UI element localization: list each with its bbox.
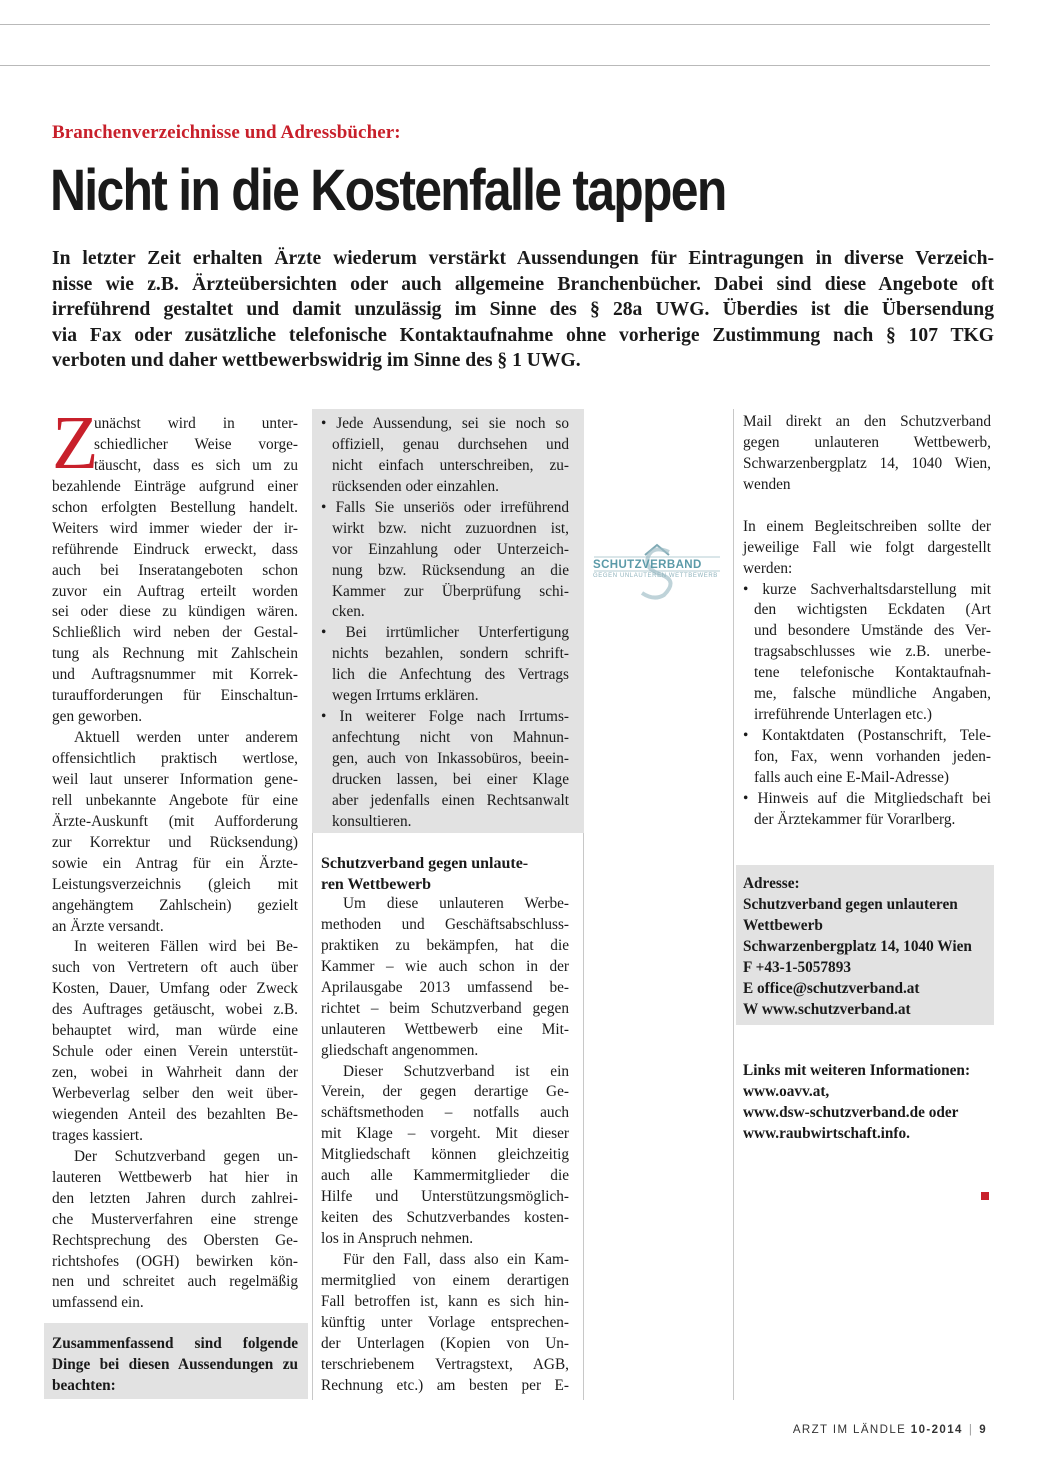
tip-line: nung bzw. Rücksendung an die [332,561,569,579]
tip-line: anfechtung nicht von Mahnun- [332,729,569,747]
tip-line: • In weiterer Folge nach Irrtums- [321,708,569,726]
tip-line: vor Einzahlung oder Unterzeich- [332,540,569,558]
summary-line: Zusammenfassend sind folgende [52,1335,298,1352]
body-line: den wichtigsten Eckdaten (Art [754,601,991,619]
body-line: behauptet wird, man würde eine [52,1022,298,1040]
tip-line: gen, auch von Inkassobüros, beein- [332,750,569,767]
body-line: sowie ein Antrag für ein Ärzte- [52,854,298,872]
body-line: lauteren Wettbewerb hat hier in [52,1168,298,1186]
tip-line: rücksenden oder einzahlen. [332,477,499,495]
top-rule [0,24,990,25]
footer-page-number: 9 [979,1424,987,1436]
body-line: tragsabschlusses wie z.B. unerbe- [754,643,991,661]
body-line: den letzten Jahren durch zahlrei- [52,1189,298,1207]
dropcap-letter: Z [52,401,99,485]
body-line: zen, wobei in Wahrheit dann der [52,1064,298,1082]
body-line: me, falsche mündliche Angaben, [754,685,991,703]
address-line: E office@schutzverband.at [743,980,920,997]
body-line: sei oder diese zu kündigen wären. [52,603,298,621]
body-line: wiegenden Anteil des bezahlten Be- [52,1105,298,1123]
article-kicker: Branchenverzeichnisse und Adressbücher: [52,122,401,143]
body-line: turaufforderungen für Einschaltun- [52,687,298,705]
body-line: Mail direkt an den Schutzverband [743,413,991,430]
body-line: Ärzte-Auskunft (mit Aufforderung [52,812,298,830]
body-line: künftig unter Vorlage entsprechen- [321,1313,569,1331]
body-line: Für den Fall, dass also ein Kam- [343,1250,569,1268]
body-line: In weiteren Fällen wird bei Be- [74,938,298,956]
body-line: jeweilige Fall wie folgt dargestellt [743,538,991,556]
tip-line: konsultieren. [332,812,412,830]
summary-box-text [52,1333,298,1396]
body-line: Rechtsprechung des Obersten Ge- [52,1231,298,1249]
tip-line: Kammer zur Überprüfung schi- [332,582,569,600]
body-line: bezahlende Einträge aufgrund einer [52,477,298,495]
body-line: unlauteren Wettbewerb eine Mit- [321,1020,569,1038]
address-text [743,873,972,1020]
header-rule [0,65,990,66]
body-line: weil laut unserer Information gene- [52,770,298,788]
tip-line: lich die Anfechtung des Vertrags [332,666,569,684]
body-line: rell unbekannte Angebote für eine [52,791,298,809]
article-lead [52,246,994,374]
body-line: angehängtem Zahlschein) gezielt [52,896,298,914]
body-line: wenden [743,475,791,493]
address-line: Schutzverband gegen unlauteren [743,896,958,913]
logo-subline: GEGEN UNLAUTEREN WETTBEWERB [593,573,718,579]
tip-line: nichts bezahlen, sondern schrift- [332,645,569,663]
tip-line: wegen Irrtums erklären. [332,687,479,705]
body-line: schiedlicher Weise vorge- [94,435,298,453]
body-line: Der Schutzverband gegen un- [74,1147,298,1165]
body-line: zuvor ein Auftrag erteilt worden [52,582,298,600]
body-line: gliedschaft angenommen. [321,1041,479,1059]
address-line: Adresse: [743,875,800,892]
address-line: F +43-1-5057893 [743,959,851,976]
subheading-line: Schutzverband gegen unlaute- [321,855,529,872]
tip-line: • Falls Sie unseriös oder irreführend [321,498,569,516]
address-line: W www.schutzverband.at [743,1001,911,1018]
column-divider [583,833,584,1400]
body-line: such von Vertretern oft auch über [52,959,298,977]
body-line: und besondere Umstände des Ver- [754,622,991,640]
footer-issue: 10-2014 [910,1424,963,1436]
lead-line: nisse wie z.B. Ärzteübersichten oder auch allgemeine Branchenbücher. Dabei sind diese Angebote oft [52,273,994,295]
body-line: Aktuell werden unter anderem [74,729,298,747]
column-2-text [321,894,569,1397]
body-line: und Auftragsnummer mit Korrek- [52,666,298,684]
lead-line: via Fax oder zusätzliche telefonische Kontaktaufnahme ohne vorherige Zustimmung nach § 107 TKG [52,324,994,346]
tip-line: • Bei irrtümlicher Unterfertigung [321,624,569,642]
body-line: mit Klage – vorgeht. Mit dieser [321,1125,569,1143]
body-line: richtshofes (OGH) bewirken kön- [52,1252,298,1270]
body-line: täuscht, dass es sich um zu [94,456,298,474]
links-block [743,1060,970,1144]
body-line: nen und schreitet auch regelmäßig [52,1273,298,1291]
body-line: schon erfolgten Bestellung handelt. [52,498,298,516]
tip-line: cken. [332,603,365,621]
lead-line: verboten und daher wettbewerbswidrig im Sinne des § 1 UWG. [52,350,581,372]
body-line: richtet – beim Schutzverband gegen [321,999,569,1017]
address-line: Schwarzenbergplatz 14, 1040 Wien [743,938,972,955]
section-subheading [321,853,528,895]
body-line: Schule oder einen Verein unterstüt- [52,1043,298,1061]
lead-line: In letzter Zeit erhalten Ärzte wiederum verstärkt Aussendungen für Eintragungen in diverse Verzeich- [52,248,994,269]
body-line: Schwarzenbergplatz 14, 1040 Wien, [743,454,991,472]
column-divider [733,409,734,1400]
body-line: tene telefonische Kontaktaufnah- [754,664,991,682]
body-line: Mitgliedschaft können gleichzeitig [321,1146,569,1164]
address-box [736,865,994,1025]
paragraph-gap [743,496,991,517]
body-line: offensichtlich praktisch wertlose, [52,750,298,767]
tip-line: nicht einfach unterschreiben, zu- [332,456,569,474]
body-line: che Musterverfahren eine strenge [52,1210,298,1228]
links-heading: Links mit weiteren Informationen: [743,1062,971,1079]
body-line: tung als Rechnung mit Zahlschein [52,645,298,663]
body-line: Schließlich wird neben der Gestal- [52,624,298,642]
summary-line: beachten: [52,1376,116,1394]
body-line: schäftsmethoden – notfalls auch [321,1104,569,1122]
footer-separator: | [968,1424,974,1436]
tips-list [321,414,569,833]
link-url: www.oavv.at, [743,1083,830,1100]
body-line: zur Korrektur und Rücksendung) [52,833,298,851]
body-line: praktiken zu bekämpfen, hat die [321,936,569,954]
body-line: der Ärztekammer für Vorarlberg. [754,810,956,828]
body-line: an Ärzte versandt. [52,917,164,935]
body-line: Hilfe und Unterstützungsmöglich- [321,1188,569,1206]
article-end-mark [981,1192,989,1200]
body-line: auch alle Kammermitglieder die [321,1167,569,1185]
link-url: www.raubwirtschaft.info. [743,1125,910,1142]
body-line: gen geworben. [52,708,143,726]
logo-wordmark: SCHUTZVERBAND [593,559,702,571]
body-line: • Kontaktdaten (Postanschrift, Tele- [743,727,991,745]
body-line: trages kassiert. [52,1126,143,1144]
tip-line: aber jedenfalls einen Rechtsanwalt [332,791,569,809]
body-line: Aprilausgabe 2013 umfassend be- [321,978,569,996]
body-line: auch bei Inseratangeboten schon [52,561,298,579]
body-line: Rechnung etc.) am besten per E- [321,1376,569,1394]
body-line: irreführende Unterlagen etc.) [754,706,932,724]
page-footer [793,1424,987,1436]
body-line: Um diese unlauteren Werbe- [343,895,569,912]
summary-line: Dinge bei diesen Aussendungen zu [52,1355,298,1373]
body-line: fon, Fax, wenn vorhanden jeden- [754,748,991,765]
article-headline: Nicht in die Kostenfalle tappen [50,158,726,223]
body-line: • kurze Sachverhaltsdarstellung mit [743,580,991,598]
column-3-text [743,412,991,831]
body-line: Kosten, Dauer, Umfang oder Zweck [52,980,298,998]
column-1-text [52,414,298,1314]
tip-line: • Jede Aussendung, sei sie noch so [321,415,569,432]
tip-line: offiziell, genau durchsehen und [332,435,569,453]
body-line: gegen unlauteren Wettbewerb, [743,433,991,451]
body-line: Dieser Schutzverband ist ein [343,1062,569,1080]
body-line: Kammer – wie auch schon in der [321,957,569,975]
body-line: Verein, der gegen derartige Ge- [321,1083,569,1101]
body-line: Fall betroffen ist, kann es sich hin- [321,1292,569,1310]
body-line: terschriebenem Vertragstext, AGB, [321,1355,569,1373]
schutzverband-logo [590,533,724,603]
body-line: der Unterlagen (Kopien von Un- [321,1334,569,1352]
body-line: reführende Eindruck erweckt, dass [52,540,298,558]
subheading-line: ren Wettbewerb [321,876,432,893]
link-url: www.dsw-schutzverband.de oder [743,1104,959,1121]
tip-line: wirkt bzw. nicht zuzuordnen ist, [332,519,569,537]
body-line: los in Anspruch nehmen. [321,1230,474,1247]
column-divider [312,833,313,1400]
body-line: In einem Begleitschreiben sollte der [743,517,991,535]
body-line: Weiters wird immer wieder der ir- [52,519,298,537]
lead-line: irreführend gestaltet und damit unzulässig im Sinne des § 28a UWG. Überdies ist die Übersendung [52,299,994,321]
body-line: falls auch eine E-Mail-Adresse) [754,768,949,786]
tip-line: drucken lassen, bei einer Klage [332,770,569,788]
footer-magazine: ARZT IM LÄNDLE [792,1424,907,1436]
body-line: Leistungsverzeichnis (gleich mit [52,875,298,893]
body-line: werden: [743,559,793,577]
address-line: Wettbewerb [743,917,823,934]
body-line: unächst wird in unter- [94,415,298,432]
body-line: Werbeverlag selber den weit über- [52,1085,298,1102]
body-line: keiten des Schutzverbandes kosten- [321,1209,569,1227]
body-line: des Auftrages getäuscht, wobei z.B. [52,1001,298,1019]
body-line: methoden und Geschäftsabschluss- [321,915,569,933]
body-line: umfassend ein. [52,1294,144,1312]
summary-box [44,1323,308,1399]
body-line: mermitglied von einem derartigen [321,1271,569,1289]
body-line: • Hinweis auf die Mitgliedschaft bei [743,789,991,807]
